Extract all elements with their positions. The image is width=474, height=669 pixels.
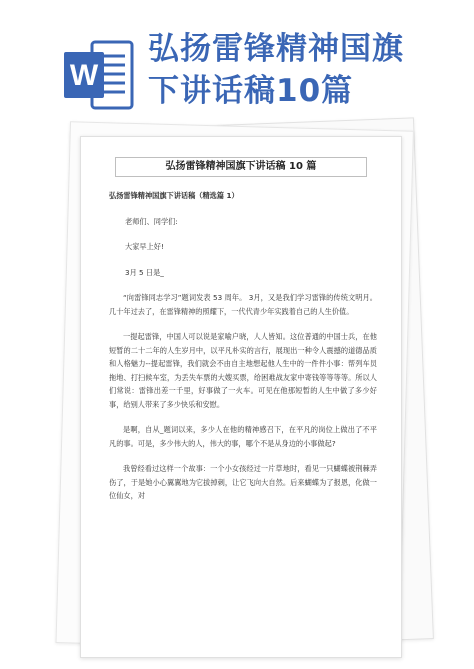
paragraph: 我曾经看过这样一个故事：一个小女孩经过一片草地时，看见一只蝴蝶被荆棘弄伤了，于是她小心翼翼地为它拔掉刺，让它飞向大自然。后来蝴蝶为了报恩，化做一位仙女，对 xyxy=(109,464,377,500)
date-line: 3月 5 日是_ xyxy=(125,267,164,277)
document-subtitle: 弘扬雷锋精神国旗下讲话稿（精选篇 1） xyxy=(109,191,239,200)
greeting-teachers: 老师们、同学们: xyxy=(125,216,178,226)
document-body xyxy=(109,189,377,515)
logo-letter: W xyxy=(69,59,99,92)
paragraph: “向雷锋同志学习”题词发表 53 周年。 3月，又是我们学习雷锋的传统文明月。几十年过去了，在雷锋精神的照耀下，一代代青少年实践着自己的人生价值。 xyxy=(109,293,377,316)
document-page xyxy=(80,136,402,658)
cover-title-line2: 下讲话稿10篇 xyxy=(148,73,354,109)
greeting-morning: 大家早上好! xyxy=(125,242,164,251)
cover-title xyxy=(148,28,458,112)
document-title: 弘扬雷锋精神国旗下讲话稿 10 篇 xyxy=(115,157,367,177)
paragraph: 一提起雷锋，中国人可以说是家喻户晓，人人皆知。这位普通的中国士兵，在他短暂的二十二年的人生岁月中，以平凡朴实的言行，展现出一种令人震撼的道德品质和人格魅力--提起雷锋，我们就会不由自主地想起他人生中的一件件小事：帮列车员拖地、打扫候车室，为丢失车票的大嫂买票，给困难战友家中寄钱等等等等。所以人们常说：雷锋出差一千里，好事做了一火车。可见在他那短暂的人生中做了多少好事，给别人带来了多少快乐和安慰。 xyxy=(109,332,377,409)
cover-title-line1: 弘扬雷锋精神国旗 xyxy=(148,31,404,67)
paragraph: 是啊，自从_题词以来，多少人在他的精神感召下，在平凡的岗位上做出了不平凡的事。可是，多少伟大的人，伟大的事，哪个不是从身边的小事做起? xyxy=(109,425,377,448)
word-document-icon xyxy=(62,38,136,112)
